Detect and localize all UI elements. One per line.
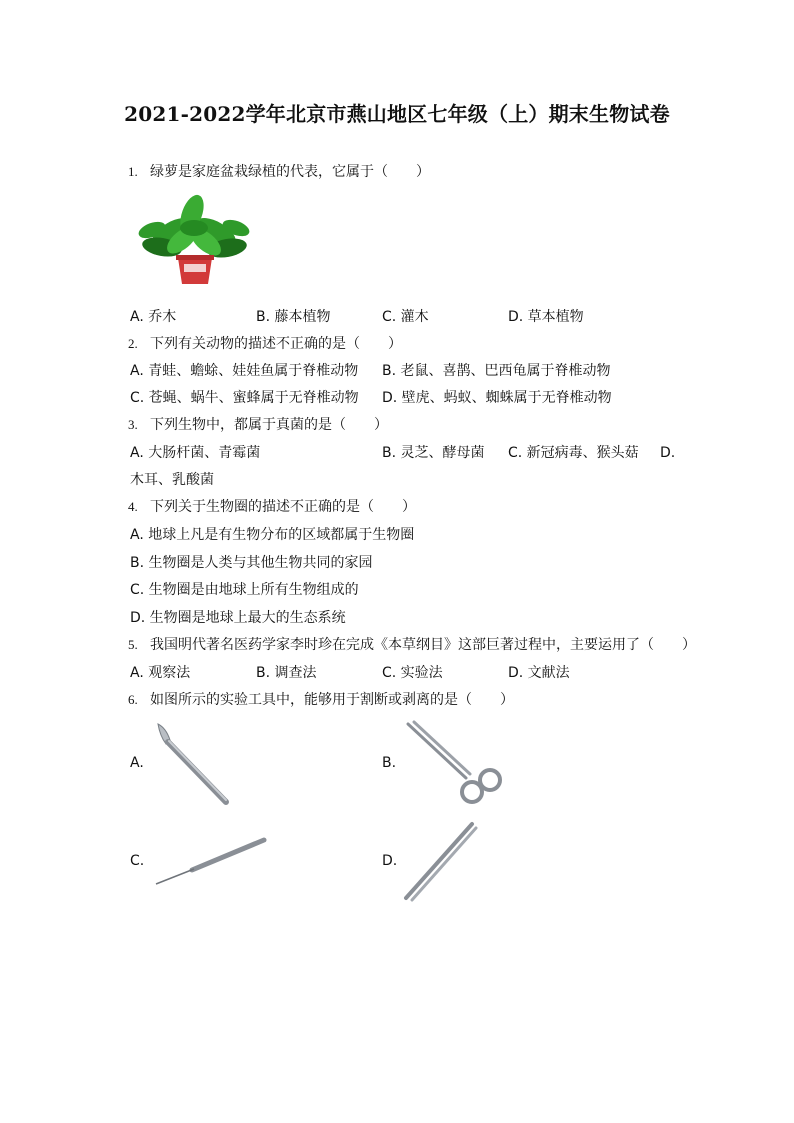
- question-text: 下列关于生物圈的描述不正确的是（ ）: [150, 499, 416, 515]
- q1-option-c[interactable]: C. 灌木: [382, 309, 429, 325]
- question-number: 4.: [128, 499, 138, 514]
- q1-option-d[interactable]: D. 草本植物: [508, 309, 584, 325]
- question-text: 下列生物中，都属于真菌的是（ ）: [150, 417, 388, 433]
- q6-option-d[interactable]: D.: [382, 853, 398, 869]
- q6-option-c[interactable]: C.: [130, 853, 145, 869]
- q5-option-c[interactable]: C. 实验法: [382, 665, 443, 681]
- q4-option-a[interactable]: A. 地球上凡是有生物分布的区域都属于生物圈: [130, 527, 415, 543]
- dissecting-needle-image: [152, 832, 272, 888]
- flower-pot: [176, 255, 214, 284]
- plant-leaves: [136, 192, 251, 260]
- question-number: 6.: [128, 692, 138, 707]
- q2-option-a[interactable]: A. 青蛙、蟾蜍、娃娃鱼属于脊椎动物: [130, 363, 359, 379]
- page-title: 2021-2022学年北京市燕山地区七年级（上）期末生物试卷: [124, 102, 670, 126]
- scissors-image: [404, 720, 504, 808]
- q3-option-c[interactable]: C. 新冠病毒、猴头菇: [508, 445, 639, 461]
- question-5: [128, 636, 696, 654]
- q2-option-d[interactable]: D. 壁虎、蚂蚁、蜘蛛属于无脊椎动物: [382, 390, 612, 406]
- q5-option-d[interactable]: D. 文献法: [508, 665, 570, 681]
- question-text: 我国明代著名医药学家李时珍在完成《本草纲目》这部巨著过程中，主要运用了（ ）: [150, 637, 696, 653]
- q1-option-a[interactable]: A. 乔木: [130, 309, 177, 325]
- q4-option-d[interactable]: D. 生物圈是地球上最大的生态系统: [130, 610, 346, 626]
- q2-option-b[interactable]: B. 老鼠、喜鹊、巴西龟属于脊椎动物: [382, 363, 611, 379]
- question-1: [128, 163, 430, 181]
- question-number: 3.: [128, 417, 138, 432]
- q4-option-b[interactable]: B. 生物圈是人类与其他生物共同的家园: [130, 555, 373, 571]
- question-number: 5.: [128, 637, 138, 652]
- question-4: [128, 498, 416, 516]
- tweezers-image: [400, 820, 480, 904]
- question-number: 1.: [128, 164, 138, 179]
- q3-option-d[interactable]: D.: [660, 445, 676, 461]
- q4-option-c[interactable]: C. 生物圈是由地球上所有生物组成的: [130, 582, 359, 598]
- question-6: [128, 691, 514, 709]
- question-text: 绿萝是家庭盆栽绿植的代表，它属于（ ）: [150, 164, 430, 180]
- q5-option-b[interactable]: B. 调查法: [256, 665, 317, 681]
- q3-option-b[interactable]: B. 灵芝、酵母菌: [382, 445, 485, 461]
- question-number: 2.: [128, 336, 138, 351]
- scalpel-image: [152, 720, 236, 808]
- question-3: [128, 416, 388, 434]
- q3-option-a[interactable]: A. 大肠杆菌、青霉菌: [130, 445, 261, 461]
- question-2: [128, 335, 402, 353]
- q1-option-b[interactable]: B. 藤本植物: [256, 309, 331, 325]
- question-text: 下列有关动物的描述不正确的是（ ）: [150, 336, 402, 352]
- question-text: 如图所示的实验工具中，能够用于割断或剥离的是（ ）: [150, 692, 514, 708]
- pothos-plant-image: [132, 192, 256, 290]
- q6-option-a[interactable]: A.: [130, 755, 144, 771]
- q6-option-b[interactable]: B.: [382, 755, 397, 771]
- q3-option-d-text[interactable]: 木耳、乳酸菌: [130, 472, 214, 488]
- q5-option-a[interactable]: A. 观察法: [130, 665, 191, 681]
- q2-option-c[interactable]: C. 苍蝇、蜗牛、蜜蜂属于无脊椎动物: [130, 390, 359, 406]
